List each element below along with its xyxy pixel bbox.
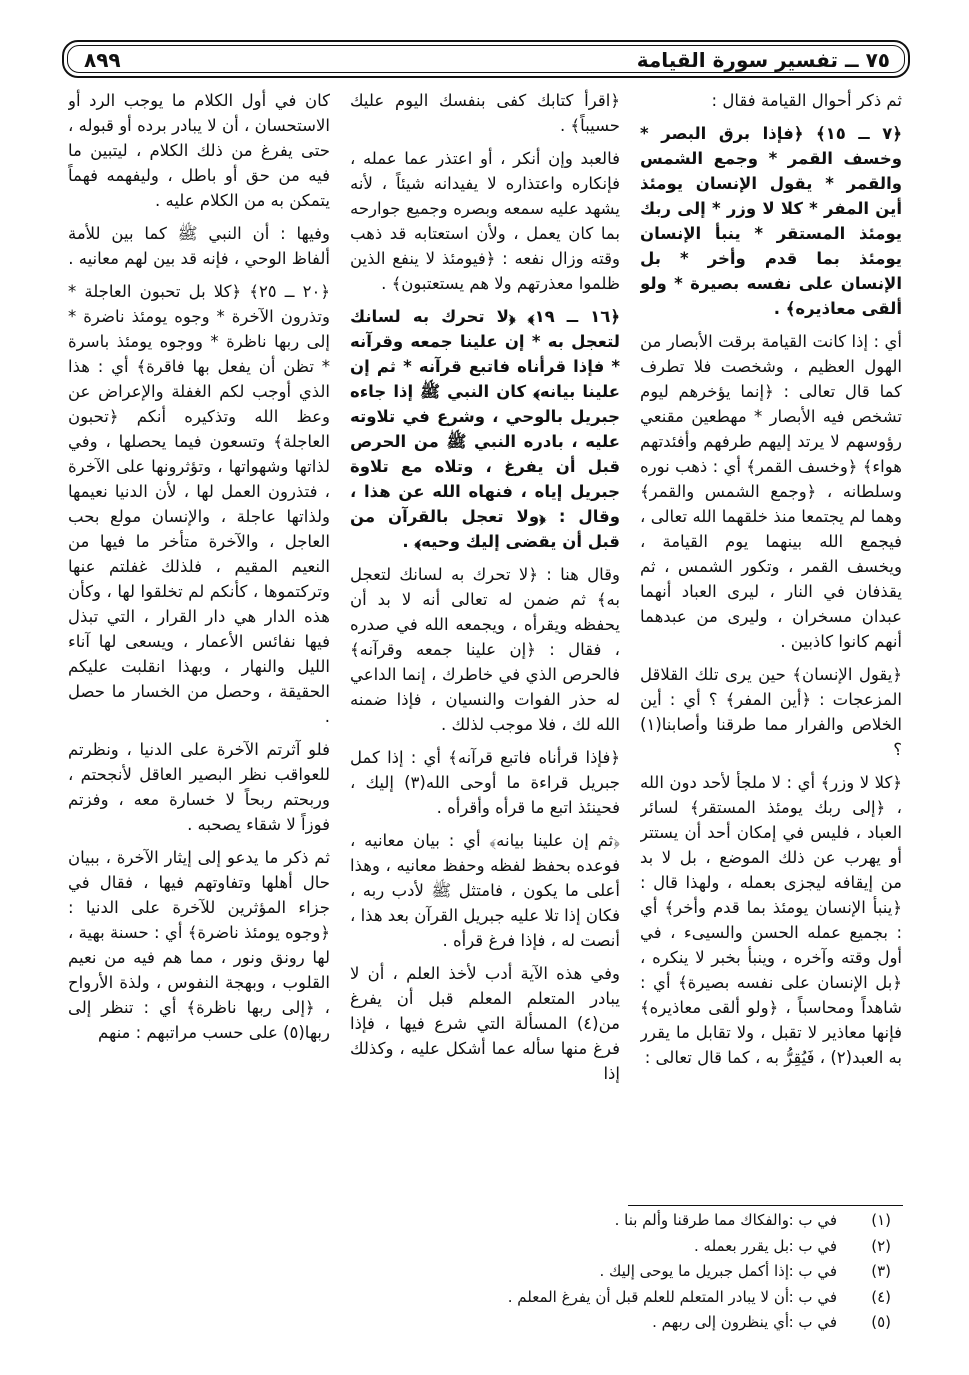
- footnote: [91, 1234, 891, 1260]
- paragraph: ﴿اقرأ كتابك كفى بنفسك اليوم عليك حسيباً﴾ .: [350, 91, 620, 135]
- footnote-text: أي ينظرون إلى ربهم .: [652, 1313, 789, 1331]
- footnote-prefix: في ب :: [788, 1262, 837, 1280]
- footnote-number: (٣): [871, 1262, 891, 1280]
- paragraph: ﴿فإذا قرأناه فاتبع قرآنه﴾ أي : إذا كمل جبريل قراءة ما أوحى الله(٣) إليك ، فحينئذ اتبع ما قرأه وأقرأه .: [350, 748, 620, 817]
- paragraph: وفي هذه الآية أدب لأخذ العلم ، أن لا يبادر المتعلم المعلم قبل أن يفرغ من(٤) المسألة التي شرع فيها ، فإذا فرغ منها سأله عما أشكل عليه ، وكذلك إذا: [350, 964, 620, 1083]
- running-title: ٧٥ ــ تفسير سورة القيامة: [636, 48, 890, 72]
- footnote-text: أن لا يبادر المتعلم للعلم قبل أن يفرغ المعلم .: [507, 1287, 789, 1306]
- paragraph: وفيها : أن النبي ﷺ كما بين للأمة ألفاظ الوحي ، فإنه قد بين لهم معانيه .: [68, 224, 330, 268]
- paragraph: فلو آثرتم الآخرة على الدنيا ، ونظرتم للعواقب نظر البصير العاقل لأنجحتم ، وربحتم ربحاً لا خسارة معه ، وفزتم فوزاً لا شقاء يصحبه .: [68, 740, 330, 834]
- footnote-prefix: في ب :: [788, 1236, 837, 1255]
- footnote: [91, 1259, 891, 1285]
- paragraph: وقال هنا : ﴿لا تحرك به لسانك لتعجل به﴾ ثم ضمن له تعالى أنه لا بد أن يحفظه ويقرأه ، ويجمعه الله في صدره ، فقال : ﴿إن علينا جمعه وقرآنه﴾ فالحرص الذي في خاطرك ، إنما الداعي له حذر الفوات والنسيان ، فإذا ضمنه الله لك ، فلا موجب لذلك .: [350, 565, 620, 734]
- paragraph: أي : إذا كانت القيامة برقت الأبصار من الهول العظيم ، وشخصت فلا تطرف كما قال تعالى : ﴿إنما يؤخرهم ليوم تشخص فيه الأبصار * مهطعين مقنعي رؤوسهم لا يرتد إليهم طرفهم وأفئدتهم هواء﴾ ﴿وخسف القمر﴾ أي : ذهب نوره وسلطانه ، ﴿وجمع الشمس والقمر﴾ وهما لم يجتمعا منذ خلقهما الله تعالى ، فيجمع الله بينهما يوم القيامة ، ويخسف القمر ، وتكور الشمس ، ثم يقذفان في النار ، ليرى العباد أنهما عبدان مسخران ، وليرى من عبدهما أنهم كانوا كاذبين .: [640, 332, 902, 651]
- footnote-divider: [628, 1205, 903, 1206]
- footnote: [91, 1285, 891, 1311]
- footnote-prefix: في ب :: [788, 1313, 837, 1331]
- footnotes: [91, 1208, 891, 1336]
- footnote-number: (٢): [871, 1236, 891, 1255]
- page-number: ٨٩٩: [84, 48, 121, 72]
- paragraph: ﴿كلا لا وزر﴾ أي : لا ملجأ لأحد دون الله ، ﴿إلى ربك يومئذ المستقر﴾ لسائر العباد ، فليس في إمكان أحد أن يستتر أو يهرب عن ذلك الموضع ، بل لا بد من إيقافه ليجزى بعمله ، ولهذا قال : ﴿ينبأ الإنسان يومئذ بما قدم وأخر﴾ أي : بجميع عمله الحسن والسيىء ، في أول وقته وآخره ، وينبأ بخبر لا ينكره ، ﴿بل الإنسان على نفسه بصيرة﴾ أي : شاهداً ومحاسباً ، ﴿ولو ألقى معاذيره﴾ فإنها معاذير لا تقبل ، ولا تقابل ما يقرر به العبد(٢) ، فَيُقِرُّ به ، كما قال تعالى :: [640, 773, 902, 1067]
- page-header: [62, 40, 910, 78]
- footnote-number: (٥): [871, 1313, 891, 1331]
- quran-verse-block: ﴿٧ ــ ١٥﴾ ﴿فإذا برق البصر * وخسف القمر * وجمع الشمس والقمر * يقول الإنسان يومئذ أين المفر * كلا لا وزر * إلى ربك يومئذ المستقر * ينبأ الإنسان يومئذ بما قدم وأخر * بل الإنسان على نفسه بصيرة * ولو ألقى معاذيره﴾ .: [640, 124, 902, 318]
- text-column-left: [68, 88, 330, 1188]
- paragraph: ثم ذكر أحوال القيامة فقال :: [711, 91, 902, 110]
- footnote: [91, 1208, 891, 1234]
- footnote-text: إذا أكمل جبريل ما يوحى إليك .: [599, 1262, 789, 1280]
- text-column-middle: [350, 88, 620, 1188]
- paragraph: ﴿ثم إن علينا بيانه﴾ أي : بيان معانيه ، فوعده بحفظ لفظه وحفظ معانيه ، وهذا أعلى ما يكون ، فامتثل ﷺ لأدب ربه ، فكان إذا تلا عليه جبريل القرآن بعد هذا ، أنصت له ، فإذا فرغ قرأه .: [350, 831, 620, 950]
- paragraph: ﴿يقول الإنسان﴾ حين يرى تلك القلاقل المزعجات : ﴿أين المفر﴾ ؟ أي : أين الخلاص والفرار مما طرقنا وأصابنا(١) ؟: [640, 665, 902, 759]
- footnote-prefix: في ب :: [788, 1211, 837, 1229]
- paragraph: كان في أول الكلام ما يوجب الرد أو الاستحسان ، أن لا يبادر برده أو قبوله ، حتى يفرغ من ذلك الكلام ، ليتبين ما فيه من حق أو باطل ، وليفهمه فهماً يتمكن به من الكلام عليه .: [68, 91, 330, 210]
- paragraph: فالعبد وإن أنكر ، أو اعتذر عما عمله ، فإنكاره واعتذاره لا يفيدانه شيئاً ، لأنه يشهد عليه سمعه وبصره وجميع جوارحه بما كان يعمل ، ولأن استعتابه قد ذهب وقته وزال نفعه : ﴿فيومئذ لا ينفع الذين ظلموا معذرتهم ولا هم يستعتبون﴾ .: [350, 149, 620, 293]
- footnote-text: والفكاك مما طرقنا وألم بنا .: [614, 1211, 789, 1229]
- text-column-right: [640, 88, 902, 1188]
- footnote-number: (٤): [871, 1287, 891, 1306]
- footnote-text: بل يقرر بعمله .: [694, 1236, 789, 1255]
- footnote-prefix: في ب :: [788, 1287, 837, 1306]
- footnote: [91, 1310, 891, 1336]
- footnote-number: (١): [871, 1211, 891, 1229]
- paragraph: ﴿٢٠ ــ ٢٥﴾ ﴿كلا بل تحبون العاجلة * وتذرون الآخرة * وجوه يومئذ ناضرة * إلى ربها ناظرة * ووجوه يومئذ باسرة * تظن أن يفعل بها فاقرة﴾ أي : هذا الذي أوجب لكم الغفلة والإعراض عن وعظ الله وتذكيره أنكم ﴿تحبون العاجلة﴾ وتسعون فيما يحصلها ، وفي لذاتها وشهواتها ، وتؤثرونها على الآخرة ، فتذرون العمل لها ، لأن الدنيا نعيمها ولذاتها عاجلة ، والإنسان مولع بحب العاجل ، والآخرة متأخر ما فيها من النعيم المقيم ، فلذلك غفلتم عنها وتركتموها ، كأنكم لم تخلقوا لها ، وكأن هذه الدار هي دار القرار ، التي تبذل فيها نفائس الأعمار ، ويسعى لها آناء الليل والنهار ، وبهذا انقلبت عليكم الحقيقة ، وحصل من الخسار ما حصل .: [68, 282, 330, 726]
- quran-verse-block: ﴿١٦ ــ ١٩﴾ ﴿لا تحرك به لسانك لتعجل به * إن علينا جمعه وقرآنه * فإذا قرأناه فاتبع قرآنه * ثم إن علينا بيانه﴾ كان النبي ﷺ إذا جاءه جبريل بالوحي ، وشرع في تلاوته عليه ، بادره النبي ﷺ من الحرص قبل أن يفرغ ، وتلاه مع تلاوة جبريل إياه ، فنهاه الله عن هذا ، وقال : ﴿ولا تعجل بالقرآن من قبل أن يقضى إليك وحيه﴾ .: [350, 307, 620, 551]
- paragraph: ثم ذكر ما يدعو إلى إيثار الآخرة ، ببيان حال أهلها وتفاوتهم فيها ، فقال في جزاء المؤثرين للآخرة على الدنيا : ﴿وجوه يومئذ ناضرة﴾ أي : حسنة بهية ، لها رونق ونور ، مما هم فيه من نعيم القلوب ، وبهجة النفوس ، ولذة الأرواح ، ﴿إلى ربها ناظرة﴾ أي : تنظر إلى ربها(٥) على حسب مراتبهم : منهم: [68, 848, 330, 1042]
